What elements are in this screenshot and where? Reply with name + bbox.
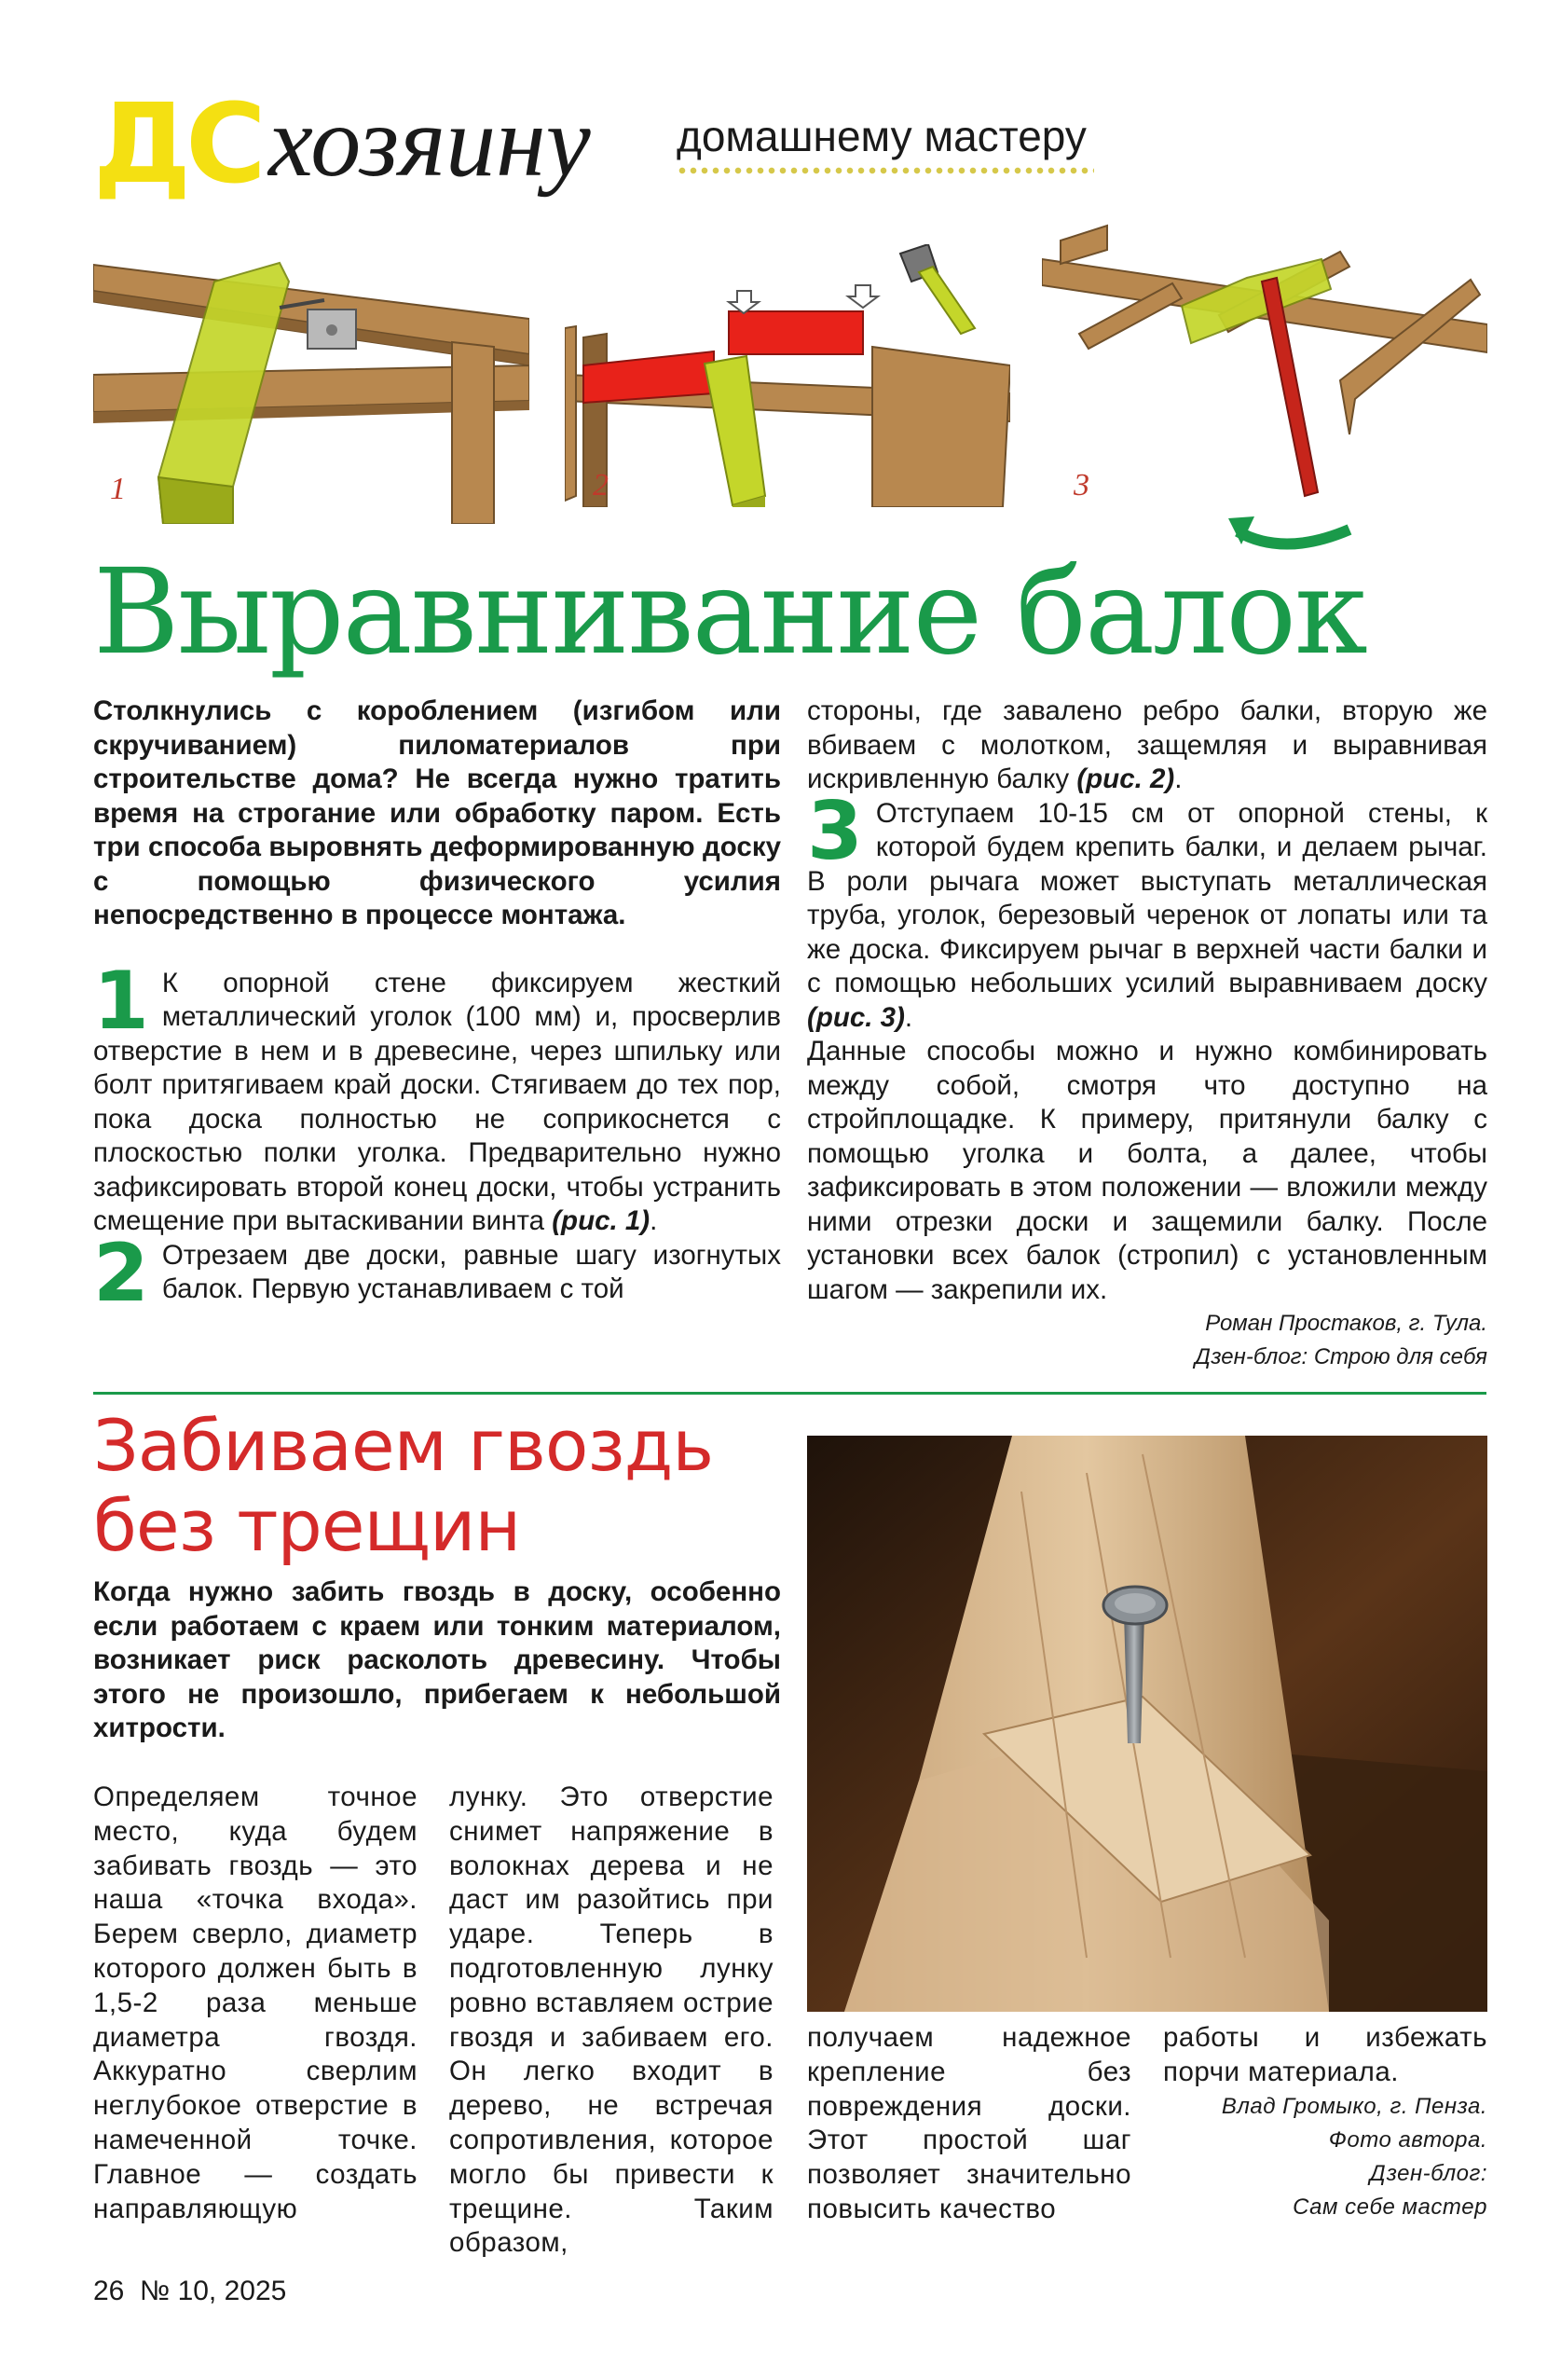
article2-lead: Когда нужно забить гвоздь в доску, особенно если работаем с краем или тонким материалом, возникает риск расколоть древесину. Чтобы этого не произошло, прибегаем к небольшой хитрости. bbox=[93, 1576, 781, 1743]
article1-left-column bbox=[93, 695, 781, 1320]
article2-author: Влад Громыко, г. Пенза. bbox=[1221, 2093, 1487, 2119]
section-title: хозяину bbox=[268, 87, 591, 198]
article2-blog-label: Дзен-блог: bbox=[1369, 2160, 1487, 2186]
article1-blog: Дзен-блог: Строю для себя bbox=[1194, 1344, 1487, 1369]
page-footer bbox=[93, 2273, 286, 2310]
step-1-number: 1 bbox=[93, 954, 149, 1048]
article2-column-2: лунку. Это отверстие снимет напряжение в волокнах дерева и не даст им разойтись при ударе. Теперь в подготовленную лунку ровно вставляем острие гвоздя и забиваем его. Он легко входит в дерево, не встречая сопротивления, которое могло бы привести к трещине. Таким образом, bbox=[449, 1782, 774, 2259]
figure-3-illustration bbox=[1042, 222, 1487, 559]
article2-column-4-text: работы и избежать порчи материала. bbox=[1163, 2022, 1487, 2087]
article2-headline-line1: Забиваем гвоздь bbox=[93, 1404, 714, 1487]
figure-1-number: 1 bbox=[110, 472, 126, 506]
article2-blog-name: Сам себе мастер bbox=[1293, 2194, 1487, 2220]
step-2-figure-ref: (рис. 2) bbox=[1076, 764, 1175, 794]
logo-text: ДС bbox=[93, 79, 261, 208]
step-1-text: К опорной стене фиксируем жесткий металлический уголок (100 мм) и, просверлив отверстие в нем и в древесине, через шпильку или болт притягиваем край доски. Стягиваем до тех пор, пока доска полностью не соприкоснется с плоскостью полки уголка. Предварительно нужно зафиксировать второй конец доски, чтобы устранить смещение при вытаскивании винта bbox=[93, 967, 781, 1236]
article-headline: Выравнивание балок bbox=[93, 543, 1366, 681]
decorative-dotted-line bbox=[677, 166, 1094, 175]
figure-1 bbox=[93, 254, 529, 524]
step-2-text-a: Отрезаем две доски, равные шагу изогнутых балок. Первую устанавливаем с той bbox=[161, 1239, 781, 1304]
article2-headline-line2: без трещин bbox=[93, 1484, 521, 1567]
article2-column-4 bbox=[1163, 2021, 1487, 2224]
step-2-continued: стороны, где завалено ребро балки, вторую же вбиваем с молотком, защемляя и выравнивая искривленную балку (рис. 2). bbox=[807, 695, 1487, 794]
figure-3 bbox=[1042, 222, 1487, 559]
article1-author: Роман Простаков, г. Тула. bbox=[1205, 1311, 1487, 1336]
nail-in-board-photo bbox=[807, 1436, 1487, 2012]
step-3-text: Отступаем 10-15 см от опорной стены, к которой будем крепить балки, и делаем рычаг. В роли рычага может выступать металлическая труба, уголок, березовый черенок от лопаты или та же доска. Фиксируем рычаг в верхней части балки и с помощью небольших усилий выравниваем доску bbox=[807, 797, 1487, 998]
step-3-figure-ref: (рис. 3) bbox=[807, 1001, 905, 1033]
figure-3-number: 3 bbox=[1074, 468, 1089, 502]
issue-number: № 10, 2025 bbox=[140, 2276, 287, 2306]
step-3-number: 3 bbox=[807, 784, 863, 878]
figure-2 bbox=[565, 244, 1010, 507]
article1-lead: Столкнулись с короблением (изгибом или скручиванием) пиломатериалов при строительстве дома? Не всегда нужно тратить время на строгание или обработку паром. Есть три способа выровнять деформированную доску с помощью физического усилия непосредственно в процессе монтажа. bbox=[93, 695, 781, 930]
figure-2-illustration bbox=[565, 244, 1010, 507]
step-1: 1 К опорной стене фиксируем жесткий металлический уголок (100 мм) и, просверлив отверстие в нем и в древесине, через шпильку или болт притягиваем край доски. Стягиваем до тех пор, пока доска полностью не соприкоснется с плоскостью полки уголка. Предварительно нужно зафиксировать второй конец доски, чтобы устранить смещение при вытаскивании винта (рис. 1). bbox=[93, 954, 781, 1236]
step-2-text-b: стороны, где завалено ребро балки, вторую же вбиваем с молотком, защемляя и выравнивая искривленную балку bbox=[807, 695, 1487, 794]
step-3: 3 Отступаем 10-15 см от опорной стены, к которой будем крепить балки, и делаем рычаг. В роли рычага может выступать металлическая труба, уголок, березовый черенок от лопаты или та же доска. Фиксируем рычаг в верхней части балки и с помощью небольших усилий выравниваем доску (рис. 3). bbox=[807, 784, 1487, 1033]
article1-right-column bbox=[807, 695, 1487, 1374]
page-number: 26 bbox=[93, 2276, 125, 2306]
article2-column-1: Определяем точное место, куда будем забивать гвоздь — это наша «точка входа». Берем сверло, диаметр которого должен быть в 1,5-2 раза меньше диаметра гвоздя. Аккуратно сверлим неглубокое отверстие в намеченной точке. Главное — создать направляющую bbox=[93, 1782, 418, 2224]
section-divider bbox=[93, 1392, 1486, 1395]
step-1-figure-ref: (рис. 1) bbox=[552, 1205, 650, 1236]
article2-headline bbox=[93, 1406, 713, 1566]
photo-illustration bbox=[807, 1436, 1487, 2012]
article1-closing: Данные способы можно и нужно комбинировать между собой, смотря что доступно на стройплощадке. К примеру, притянули балку с помощью уголка и болта, а далее, чтобы зафиксировать в этом положении — вложили между ними отрезки доски и защемили балку. После установки всех балок (стропил) с установленным шагом — закрепили их. bbox=[807, 1036, 1487, 1305]
figure-1-illustration bbox=[93, 254, 529, 524]
figure-2-number: 2 bbox=[593, 468, 609, 502]
article2-column-3: получаем надежное крепление без повреждения доски. Этот простой шаг позволяет значительно повысить качество bbox=[807, 2022, 1131, 2224]
step-2 bbox=[93, 1226, 781, 1320]
step-2-number: 2 bbox=[93, 1226, 149, 1320]
magazine-logo bbox=[93, 79, 261, 208]
article2-photo-credit: Фото автора. bbox=[1328, 2126, 1487, 2153]
section-subtitle: домашнему мастеру bbox=[677, 112, 1087, 160]
